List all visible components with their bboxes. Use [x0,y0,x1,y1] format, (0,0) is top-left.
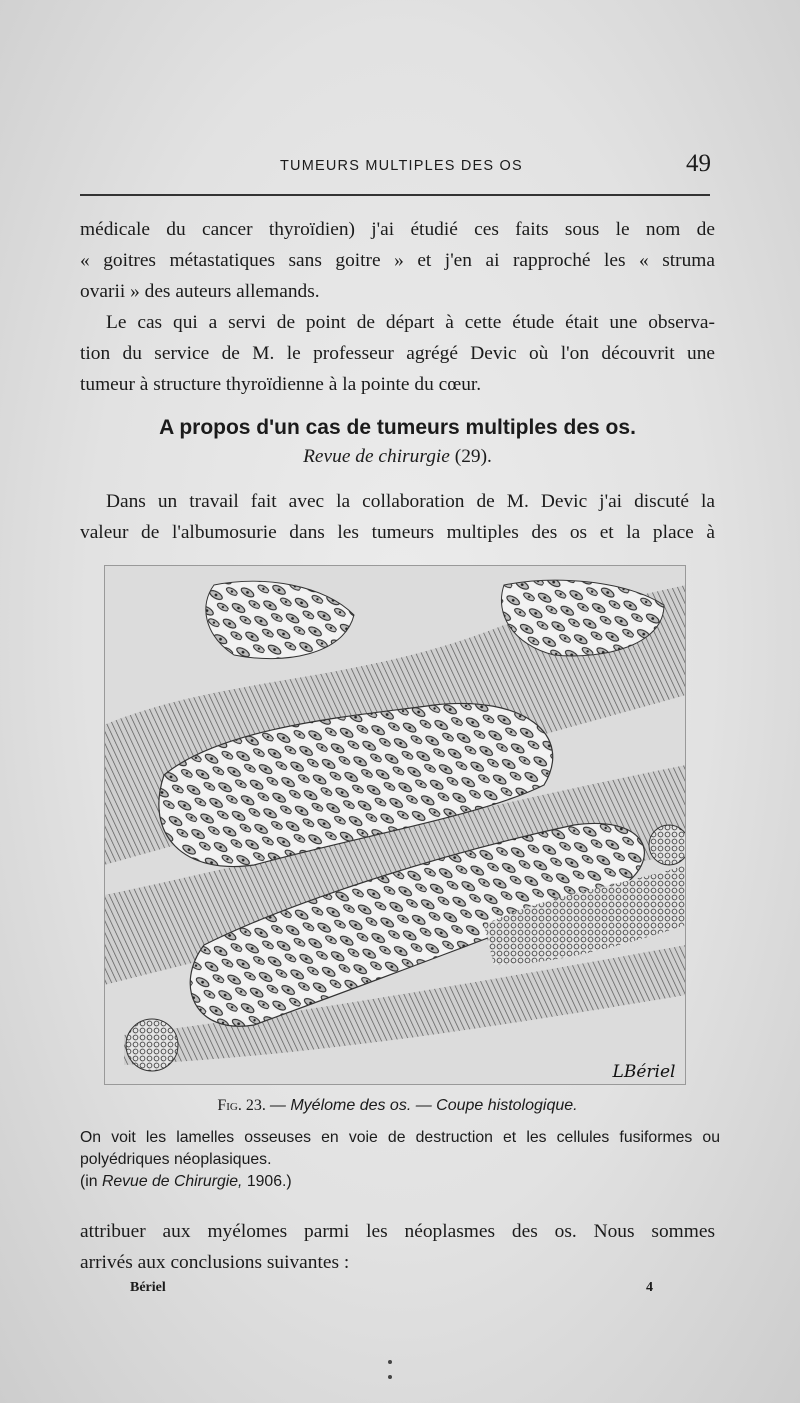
text-line: arrivés aux conclusions suivantes : [80,1252,350,1273]
text-line: valeur de l'albumosurie dans les tumeurs multiples des os et la place à [80,522,715,543]
footer-signature: Bériel [130,1280,166,1295]
text-line: tumeur à structure thyroïdienne à la pointe du cœur. [80,374,482,395]
running-title: TUMEURS MULTIPLES DES OS [280,158,523,174]
page-header [80,150,715,190]
header-rule [80,194,710,196]
text-line: Dans un travail fait avec la collaboration de M. Devic j'ai discuté la [106,491,715,512]
reference-number: (29). [454,446,492,467]
stray-mark [388,1360,392,1364]
figure-title: — Myélome des os. — Coupe histologique. [269,1097,578,1114]
text-line: « goitres métastatiques sans goitre » et j'en ai rapproché les « struma [80,250,715,271]
source-prefix: (in [80,1173,98,1190]
paragraph-4 [80,1216,715,1278]
paragraph-3 [80,486,715,548]
text-line: ovarii » des auteurs allemands. [80,281,320,302]
text-line: attribuer aux myélomes parmi les néoplasmes des os. Nous sommes [80,1221,715,1242]
text-line: médicale du cancer thyroïdien) j'ai étudié ces faits sous le nom de [80,219,715,240]
section-title: A propos d'un cas de tumeurs multiples des os. [159,416,636,439]
text-line: tion du service de M. le professeur agrégé Devic où l'on découvrit une [80,343,715,364]
source-journal: Revue de Chirurgie, [101,1173,243,1190]
source-suffix: 1906.) [246,1173,292,1190]
paragraph-1 [80,214,715,307]
page-number: 49 [686,150,711,177]
journal-name: Revue de chirurgie [303,446,450,467]
section-reference [80,446,715,468]
footer-signature-mark: 4 [646,1280,653,1295]
figure-illustration [104,565,686,1085]
figure-legend [80,1127,720,1193]
paragraph-2 [80,307,715,400]
legend-line: polyédriques néoplasiques. [80,1151,272,1168]
cell-cluster [649,825,686,865]
figure-caption [80,1097,715,1115]
legend-line: On voit les lamelles osseuses en voie de destruction et les cellules fusiformes ou [80,1129,720,1146]
stray-mark [388,1375,392,1379]
histology-engraving [104,565,686,1085]
artist-signature: LBériel [612,1062,676,1082]
cell-cluster [126,1019,178,1071]
legend-source [80,1171,720,1193]
figure-label: Fig. 23. [217,1097,266,1114]
text-line: Le cas qui a servi de point de départ à cette étude était une observa- [106,312,715,333]
